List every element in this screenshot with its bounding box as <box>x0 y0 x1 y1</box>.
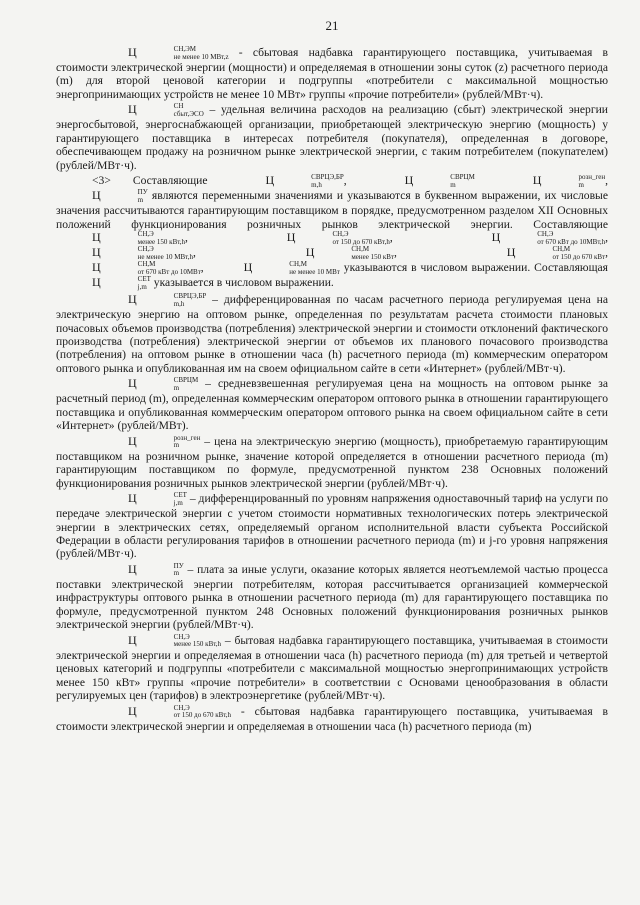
paragraph-text: - сбытовая надбавка гарантирующего поставщика, учитываемая в стоимости электрической энергии и определяемая в отношении часа (h) расчетного периода (m) <box>56 704 608 733</box>
formula-symbol: Ц СН,Э от 150 до 670 кВт,h <box>286 230 390 246</box>
formula-symbol: Ц СН,ЭМ не менее 10 МВт,z <box>128 45 229 61</box>
paragraph-text: указываются в числовом выражении. Составляющая <box>339 261 608 275</box>
paragraph-text: – удельная величина расходов на реализацию (сбыт) электрической энергии энергосбытовой, энергоснабжающей организации, приобретающей электрическую энергию (мощность) у гарантирующего поставщика в интересах потребителя (покупателя), определенная в договоре, обеспечивающем продажу на розничном рынке электрической энергии, с таким потребителем (покупателем) (рублей/МВт·ч). <box>56 103 608 172</box>
paragraph-p3: <3> Составляющие Ц СВРЦЭ,БР m,h , Ц СВРЦМ m Ц розн_ген m , Ц ПУ m являются переменными значениями и указываются в буквенном выражении, их числовые значения рассчитываются гарантирующим поставщиком в порядке, предусмотренном разделом XII Основных положений функционирования розничных рынков электрической энергии. Составляющие Ц СН,Э менее 150 кВт,h , Ц СН,Э от 150 до 670 кВт,h , Ц СН,Э от 670 кВт до 10МВт,h , Ц СН,Э не менее 10 МВт,h , Ц СН,М менее 150 кВт , Ц СН,М от 150 до 670 кВт , Ц СН,М от 670 кВт до 10МВт , Ц СН,М не менее 10 МВт указываются в числовом выражении. Составляющая Ц СЕТ j,m указывается в числовом выражении. <box>56 173 609 291</box>
formula-symbol: Ц СЕТ j,m <box>92 275 151 291</box>
paragraph-text: - сбытовая надбавка гарантирующего поставщика, учитываемая в стоимости электрической энергии (мощности) и определяемая в отношении зоны суток (z) расчетного периода (m) для второй ценовой категории и подгруппы «потребители с максимальной мощностью энергопринимающих устройств не менее 10 МВт» группы «прочие потребители» (рублей/МВт·ч). <box>56 46 608 101</box>
formula-symbol: Ц СВРЦЭ,БР m,h <box>265 173 344 189</box>
formula-symbol: Ц СН,Э от 670 кВт до 10МВт,h <box>491 230 606 246</box>
paragraph-text: указывается в числовом выражении. <box>150 276 334 290</box>
paragraph-p2 <box>56 103 608 172</box>
formula-symbol: Ц розн_ген m <box>532 173 606 189</box>
formula-symbol: Ц СН,Э от 150 до 670 кВт,h <box>128 703 232 719</box>
paragraph-p5 <box>56 377 608 432</box>
formula-symbol: Ц СВРЦМ m <box>404 173 475 189</box>
formula-symbol: Ц СН,Э менее 150 кВт,h <box>92 230 186 246</box>
paragraph-text: являются переменными значениями и указываются в буквенном выражении, их числовые значения рассчитываются гарантирующим поставщиком в порядке, предусмотренном разделом XII Основных положений функционирования розничных рынков электрической энергии. Составляющие <box>56 189 608 231</box>
formula-symbol: Ц СВРЦМ m <box>128 376 199 392</box>
formula-symbol: Ц СН,М от 150 до 670 кВт <box>506 245 606 261</box>
formula-symbol: Ц СН,Э не менее 10 МВт,h <box>92 245 193 261</box>
paragraph-text: – дифференцированный по уровням напряжения одноставочный тариф на услуги по передаче электрической энергии с учетом стоимости нормативных технологических потерь электрической энергии в электрических сетях, определяемый органом исполнительной власти субъекта Российской Федерации в области регулирования тарифов в отношении расчетного периода (m) и j-го уровня напряжения (рублей/МВт·ч). <box>56 492 608 561</box>
paragraph-p8 <box>56 563 608 632</box>
paragraph-p4 <box>56 293 608 375</box>
formula-symbol: Ц СН сбыт,ЭСО <box>128 102 204 118</box>
paragraph-text: – плата за иные услуги, оказание которых является неотъемлемой частью процесса поставки электрической энергии потребителям, которая рассчитывается организацией коммерческой инфраструктуры оптового рынка в отношении расчетного периода (m) для гарантирующего поставщика по формуле, предусмотренной пунктом 248 Основных положений функционирования розничных рынков электрической энергии (рублей/МВт·ч). <box>56 563 608 632</box>
paragraph-p7 <box>56 492 608 561</box>
paragraph-text: – бытовая надбавка гарантирующего поставщика, учитываемая в стоимости электрической энергии и определяемая в отношении часа (h) расчетного периода (m) для третьей и четвертой ценовых категорий и подгруппы «потребители с максимальной мощностью энергопринимающих устройств менее 150 кВт» группы «прочие потребители» в соответствии с Основами ценообразования в области регулируемых цен (тарифов) в электроэнергетике (рублей/МВт·ч). <box>56 633 608 703</box>
paragraph-p1 <box>56 46 608 101</box>
paragraph-p10 <box>56 705 608 733</box>
paragraph-text: – дифференцированная по часам расчетного периода регулируемая цена на электрическую энергию на оптовом рынке, определенная по результатам расчета стоимости плановых почасовых объемов производства (потребления) электрической энергии и стоимости отклонений фактического производства (потребления) электрической энергии от объемов их планового почасового производства (потребления) на оптовом рынке в отношении часа (h) расчетного периода (m) коммерческим оператором оптового рынка и опубликованная им на своем официальном сайте в сети «Интернет» (рублей/МВт·ч). <box>56 293 608 375</box>
paragraph-text: – цена на электрическую энергию (мощность), приобретаемую гарантирующим поставщиком на розничном рынке, значение которой определяется в отношении расчетного периода (m) гарантирующим поставщиком по формуле, предусмотренной пунктом 238 Основных положений функционирования розничных рынков электрической энергии (рублей/МВт·ч). <box>56 434 608 490</box>
paragraph-p6 <box>56 435 608 490</box>
formula-symbol: Ц ПУ m <box>92 188 148 204</box>
page-number: 21 <box>325 18 339 33</box>
formula-symbol: Ц СН,Э менее 150 кВт,h <box>128 632 222 649</box>
formula-symbol: Ц розн_ген m <box>128 433 201 450</box>
paragraph-text: – средневзвешенная регулируемая цена на мощность на оптовом рынке за расчетный период (m), определенная коммерческим оператором оптового рынка в отношении гарантирующего поставщика и опубликованная коммерческим оператором оптового рынка на своем официальном сайте в сети «Интернет» (рублей/МВт). <box>56 377 608 433</box>
paragraph-text: <3> Составляющие <box>92 174 230 188</box>
formula-symbol: Ц СВРЦЭ,БР m,h <box>128 292 207 308</box>
formula-symbol: Ц СН,М не менее 10 МВт <box>243 260 340 276</box>
formula-symbol: Ц СН,М менее 150 кВт <box>305 245 395 261</box>
formula-symbol: Ц СН,М от 670 кВт до 10МВт <box>92 260 201 276</box>
formula-symbol: Ц СЕТ j,m <box>128 491 187 507</box>
formula-symbol: Ц ПУ m <box>128 561 184 578</box>
paragraph-p9 <box>56 634 608 703</box>
